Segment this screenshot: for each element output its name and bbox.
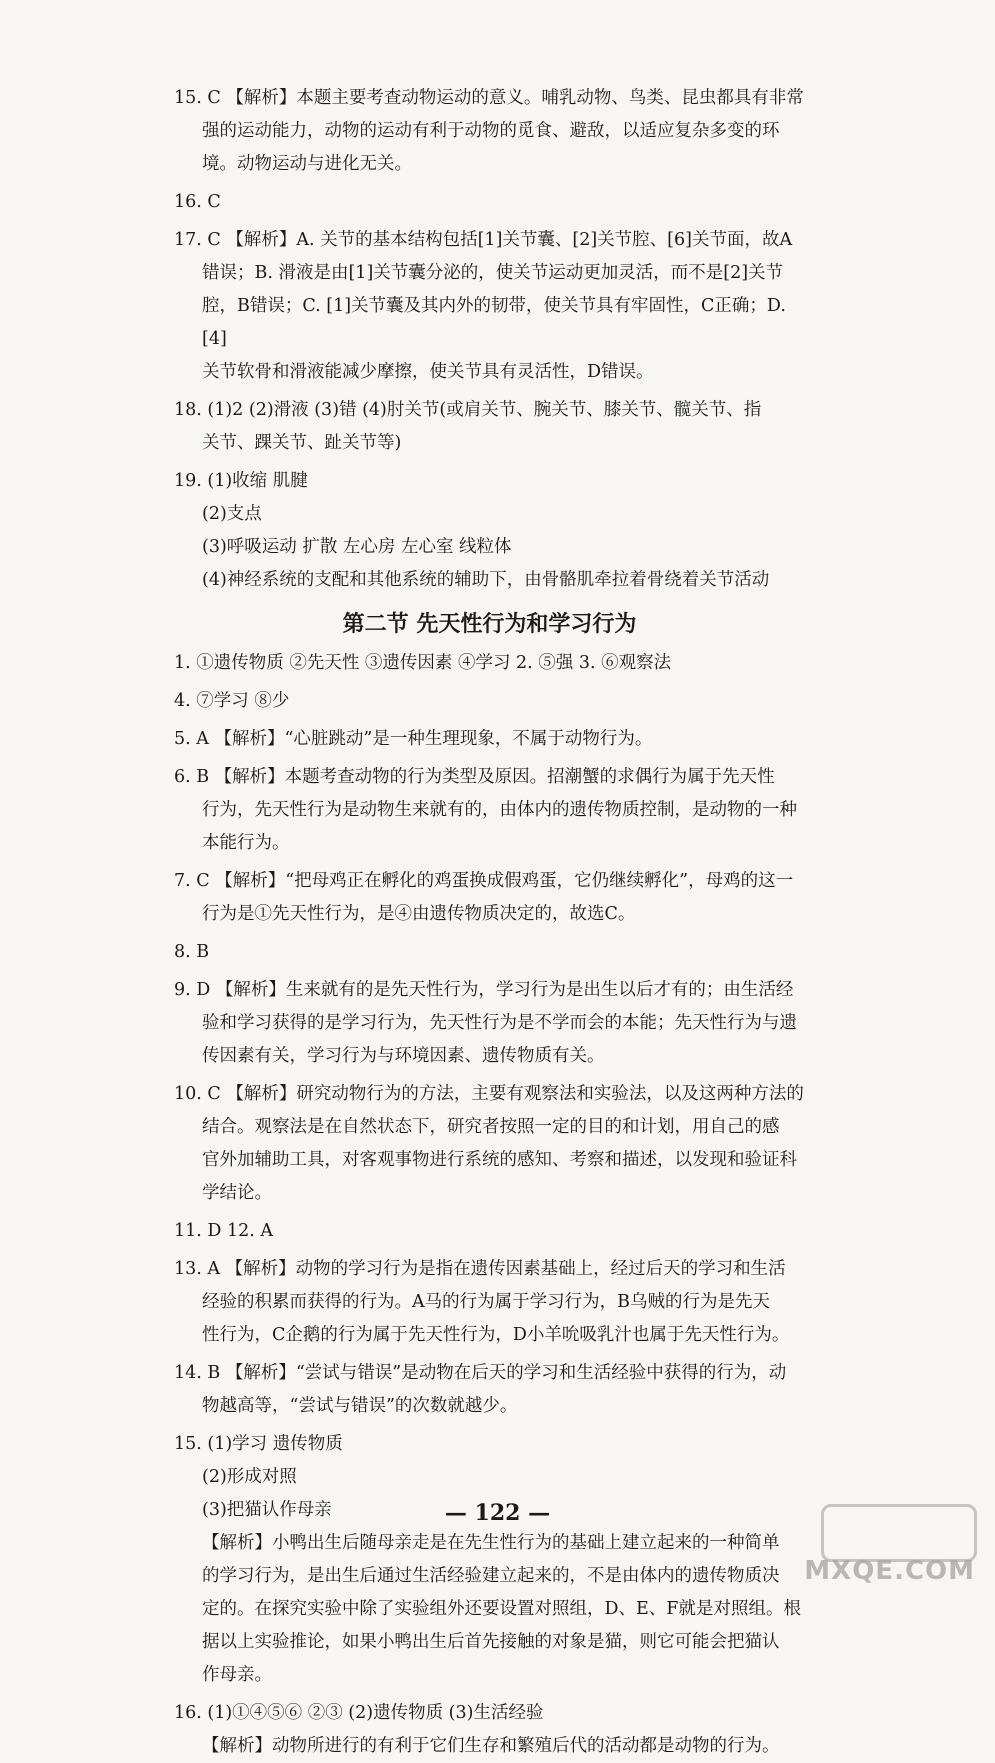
answer-entry [174,186,805,219]
answer-line: 结合。观察法是在自然状态下，研究者按照一定的目的和计划，用自己的感 [202,1117,780,1137]
answer-line: 学结论。 [202,1183,272,1203]
answer-line: 行为，先天性行为是动物生来就有的，由体内的遗传物质控制，是动物的一种 [202,800,797,820]
answer-line: 10. C 【解析】研究动物行为的方法，主要有观察法和实验法，以及这两种方法的 [174,1084,804,1104]
answer-entry [174,761,805,860]
answer-line: 4. ⑦学习 ⑧少 [174,691,290,711]
answer-line: 16. C [174,192,221,212]
answer-line: 13. A 【解析】动物的学习行为是指在遗传因素基础上，经过后天的学习和生活 [174,1259,786,1279]
answer-line: 本能行为。 [202,833,290,853]
answer-entry [174,1357,805,1423]
answer-line: 19. (1)收缩 肌腱 [174,471,308,491]
answer-line: 作母亲。 [202,1665,272,1685]
answer-entry [174,394,805,460]
answer-line: 据以上实验推论，如果小鸭出生后首先接触的对象是猫，则它可能会把猫认 [202,1632,780,1652]
answer-line: 腔，B错误；C. [1]关节囊及其内外的韧带，使关节具有牢固性，C正确；D. [4] [202,296,786,349]
answer-line: 8. B [174,942,210,962]
watermark-text: MXQE.COM [804,1556,975,1586]
answer-entry [174,465,805,597]
answer-line: 行为是①先天性行为，是④由遗传物质决定的，故选C。 [202,904,636,924]
page-number: — 122 — [444,1500,551,1526]
answer-line: 强的运动能力，动物的运动有利于动物的觅食、避敌，以适应复杂多变的环 [202,121,780,141]
answer-line: 14. B 【解析】“尝试与错误”是动物在后天的学习和生活经验中获得的行为，动 [174,1363,787,1383]
answer-line: 15. C 【解析】本题主要考查动物运动的意义。哺乳动物、鸟类、昆虫都具有非常 [174,88,804,108]
answer-line: 错误；B. 滑液是由[1]关节囊分泌的，使关节运动更加灵活，而不是[2]关节 [202,263,784,283]
watermark-logo [804,1504,977,1590]
watermark-badge-icon [821,1504,977,1562]
answer-line: 11. D 12. A [174,1221,274,1241]
answer-line: 15. (1)学习 遗传物质 [174,1434,343,1454]
answer-entry [174,647,805,680]
answer-line: 验和学习获得的是学习行为，先天性行为是不学而会的本能；先天性行为与遗 [202,1013,797,1033]
answer-list-bottom [174,647,805,1763]
answer-entry [174,974,805,1073]
answer-entry [174,1428,805,1692]
answer-line: (4)神经系统的支配和其他系统的辅助下，由骨骼肌牵拉着骨绕着关节活动 [202,570,770,590]
answer-line: 关节、踝关节、趾关节等) [202,433,402,453]
answer-line: 关节软骨和滑液能减少摩擦，使关节具有灵活性，D错误。 [202,362,654,382]
answer-entry [174,224,805,389]
answer-line: (2)支点 [202,504,262,524]
answer-entry [174,1078,805,1210]
answer-line: (2)形成对照 [202,1467,297,1487]
answer-line: 境。动物运动与进化无关。 [202,154,412,174]
answer-line: 7. C 【解析】“把母鸡正在孵化的鸡蛋换成假鸡蛋，它仍继续孵化”，母鸡的这一 [174,871,794,891]
answer-entry [174,1253,805,1352]
answer-line: 经验的积累而获得的行为。A马的行为属于学习行为，B乌贼的行为是先天 [202,1292,770,1312]
answer-entry [174,685,805,718]
answer-line: 5. A 【解析】“心脏跳动”是一种生理现象，不属于动物行为。 [174,729,653,749]
answer-line: 9. D 【解析】生来就有的是先天性行为，学习行为是出生以后才有的；由生活经 [174,980,794,1000]
answer-entry [174,1215,805,1248]
answer-line: 传因素有关，学习行为与环境因素、遗传物质有关。 [202,1046,605,1066]
answer-line: 6. B 【解析】本题考查动物的行为类型及原因。招潮蟹的求偶行为属于先天性 [174,767,775,787]
answer-line: 17. C 【解析】A. 关节的基本结构包括[1]关节囊、[2]关节腔、[6]关节面，故A [174,230,793,250]
answer-entry [174,82,805,181]
answer-line: 1. ①遗传物质 ②先天性 ③遗传因素 ④学习 2. ⑤强 3. ⑥观察法 [174,653,672,673]
section-title: 第二节 先天性行为和学习行为 [342,612,637,637]
answer-line: 18. (1)2 (2)滑液 (3)错 (4)肘关节(或肩关节、腕关节、膝关节、髋关节、指 [174,400,762,420]
answer-line: (3)把猫认作母亲 [202,1500,332,1520]
answer-line: 【解析】小鸭出生后随母亲走是在先生性行为的基础上建立起来的一种简单 [202,1533,780,1553]
answer-line: 16. (1)①④⑤⑥ ②③ (2)遗传物质 (3)生活经验 [174,1703,544,1723]
answer-entry [174,936,805,969]
answer-list-top [174,82,805,597]
answer-line: (3)呼吸运动 扩散 左心房 左心室 线粒体 [202,537,512,557]
answer-line: 性行为，C企鹅的行为属于先天性行为，D小羊吮吸乳汁也属于先天性行为。 [202,1325,790,1345]
answer-line: 的学习行为，是出生后通过生活经验建立起来的，不是由体内的遗传物质决 [202,1566,780,1586]
answer-line: 官外加辅助工具，对客观事物进行系统的感知、考察和描述，以发现和验证科 [202,1150,797,1170]
answer-line: 物越高等，“尝试与错误”的次数就越少。 [202,1396,518,1416]
answer-line: 【解析】动物所进行的有利于它们生存和繁殖后代的活动都是动物的行为。 [202,1736,780,1756]
answer-entry [174,1697,805,1763]
answer-entry [174,865,805,931]
answer-entry [174,723,805,756]
answer-line: 定的。在探究实验中除了实验组外还要设置对照组，D、E、F就是对照组。根 [202,1599,801,1619]
